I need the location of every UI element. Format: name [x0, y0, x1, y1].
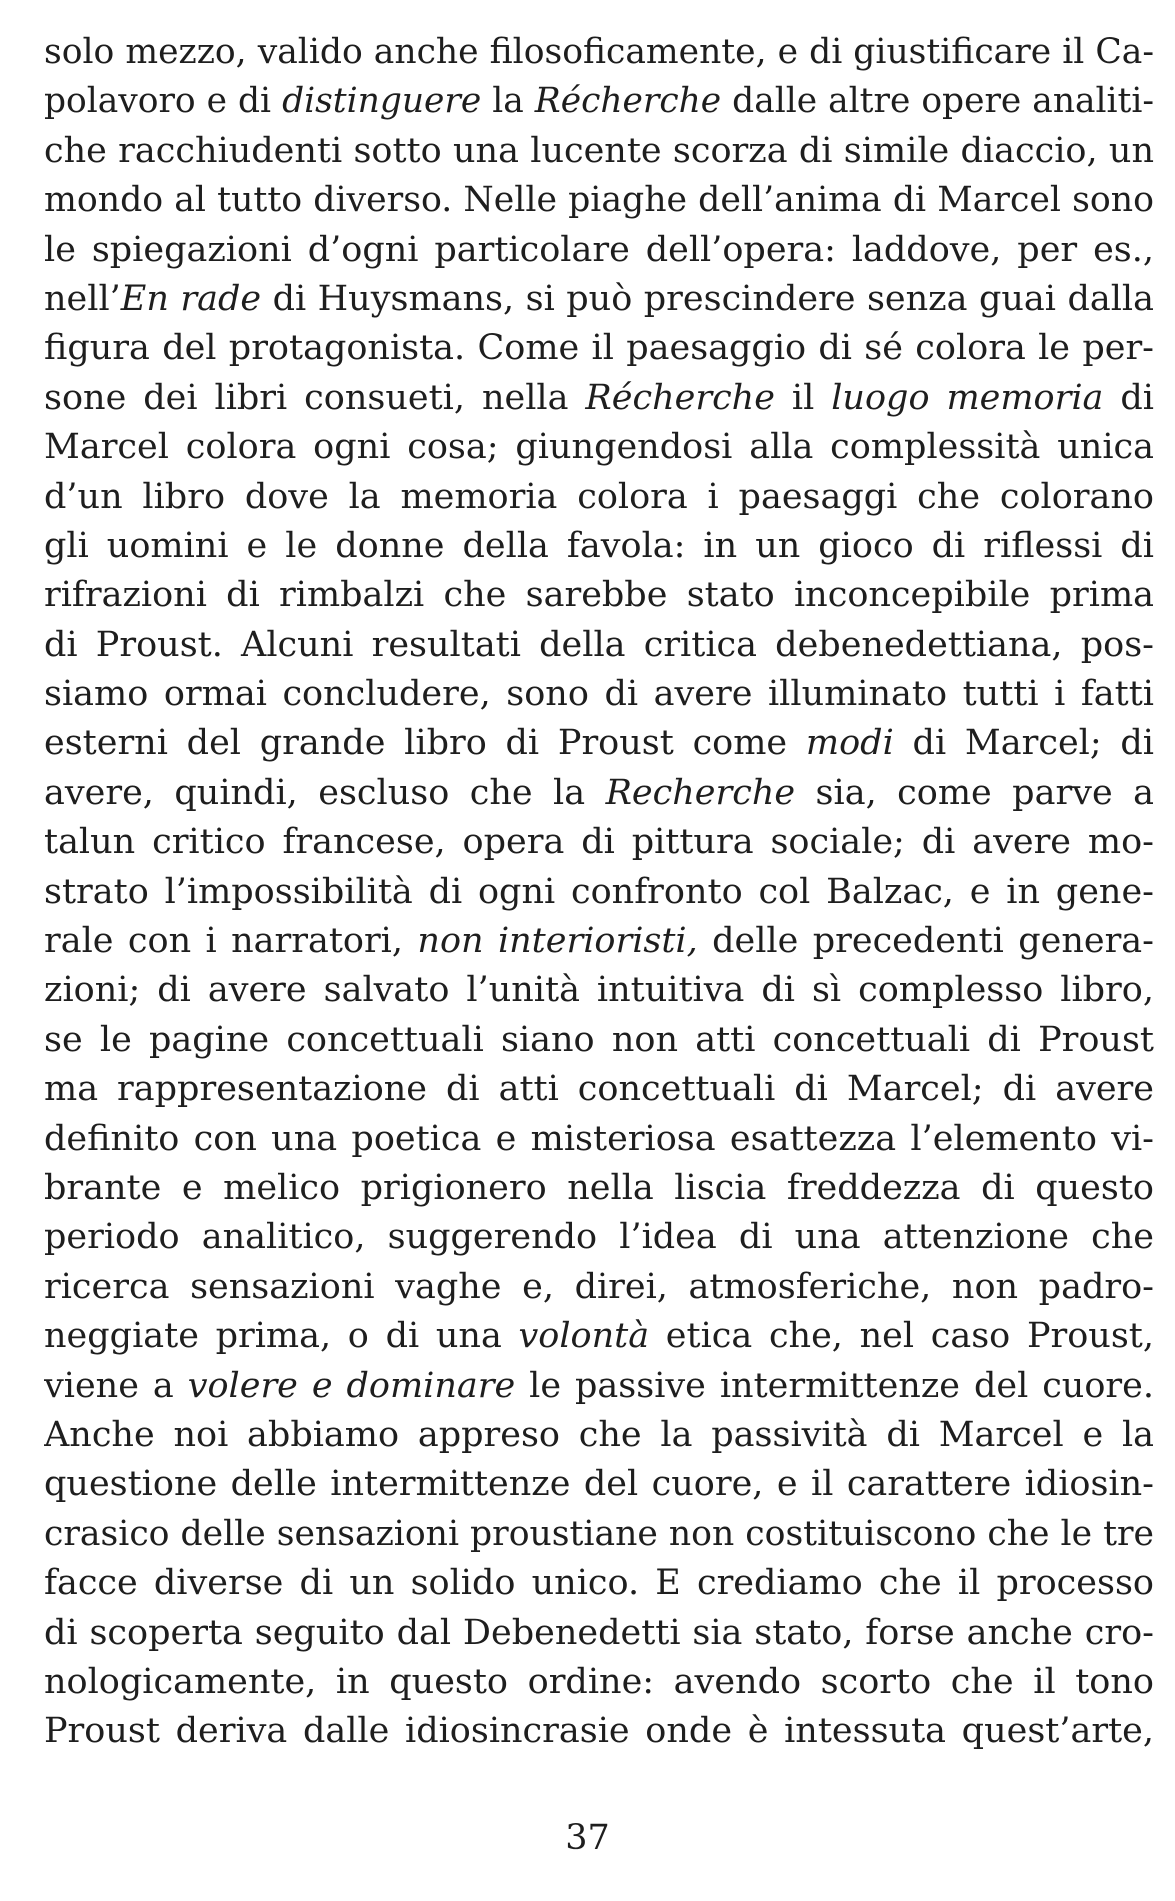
text-run: avere, quindi, escluso che la [44, 772, 606, 813]
body-text [44, 28, 1154, 1757]
text-line [44, 769, 1154, 818]
italic-text: Récherche [534, 81, 722, 122]
italic-text: volontà [518, 1316, 650, 1357]
text-run: le passive intermittenze del cuore. [515, 1365, 1154, 1406]
text-line [44, 324, 1154, 373]
page-number: 37 [565, 1818, 610, 1858]
text-run: mondo al tutto diverso. Nelle piaghe dell’anima di Marcel sono [44, 180, 1154, 221]
text-line [44, 127, 1154, 176]
text-line [44, 522, 1154, 571]
text-line [44, 1460, 1154, 1509]
text-run: il [774, 377, 832, 418]
text-run: rale con i narratori, [44, 921, 418, 962]
text-run: talun critico francese, opera di pittura sociale; di avere mo- [44, 822, 1154, 863]
text-run: solo mezzo, valido anche filosoficamente, e di giustificare il Ca- [44, 32, 1154, 72]
text-run: Anche noi abbiamo appreso che la passività di Marcel e la [44, 1414, 1154, 1455]
text-run: delle precedenti genera- [697, 921, 1154, 962]
text-run: definito con una poetica e misteriosa esattezza l’elemento vi- [44, 1118, 1154, 1159]
text-run: rifrazioni di rimbalzi che sarebbe stato inconcepibile prima [44, 575, 1154, 616]
text-run: sone dei libri consueti, nella [44, 377, 586, 418]
text-run: facce diverse di un solido unico. E crediamo che il processo [44, 1563, 1154, 1604]
text-run: se le pagine concettuali siano non atti concettuali di Proust [44, 1019, 1154, 1060]
text-run: figura del protagonista. Come il paesaggio di sé colora le per- [44, 328, 1154, 369]
text-line [44, 1016, 1154, 1065]
italic-text: modi [805, 723, 894, 764]
text-line [44, 1559, 1154, 1608]
text-run: esterni del grande libro di Proust come [44, 723, 806, 764]
text-line [44, 226, 1154, 275]
italic-text: luogo memoria [831, 377, 1104, 418]
text-line [44, 868, 1154, 917]
text-run: questione delle intermittenze del cuore, e il carattere idiosin- [44, 1464, 1154, 1505]
text-line [44, 1115, 1154, 1164]
text-run: di Marcel; di [893, 723, 1154, 764]
text-line [44, 473, 1154, 522]
text-run: sia, come parve a [795, 772, 1154, 813]
text-line [44, 77, 1154, 126]
text-line [44, 1312, 1154, 1361]
text-run: Proust deriva dalle idiosincrasie onde è intessuta quest’arte, [44, 1711, 1154, 1752]
text-line [44, 1411, 1154, 1460]
text-line [44, 423, 1154, 472]
italic-text: volere e dominare [187, 1365, 516, 1406]
text-run: neggiate prima, o di una [44, 1316, 519, 1357]
text-line [44, 917, 1154, 966]
italic-text: distinguere [282, 81, 482, 122]
text-run: che racchiudenti sotto una lucente scorza di simile diaccio, un [44, 130, 1154, 171]
text-line [44, 1707, 1154, 1756]
text-line [44, 571, 1154, 620]
text-line [44, 275, 1154, 324]
text-run: polavoro e di [44, 81, 283, 122]
text-line [44, 374, 1154, 423]
italic-text: En rade [120, 278, 262, 319]
text-run: ma rappresentazione di atti concettuali di Marcel; di avere [44, 1069, 1154, 1110]
text-run: nologicamente, in questo ordine: avendo scorto che il tono [44, 1661, 1154, 1702]
text-run: etica che, nel caso Proust, [649, 1316, 1154, 1357]
text-run: la [481, 81, 535, 122]
text-run: siamo ormai concludere, sono di avere illuminato tutti i fatti [44, 674, 1154, 715]
text-line [44, 1362, 1154, 1411]
text-run: viene a [44, 1365, 188, 1406]
italic-text: Recherche [605, 772, 796, 813]
text-run: di scoperta seguito dal Debenedetti sia stato, forse anche cro- [44, 1612, 1154, 1653]
italic-text: Récherche [585, 377, 775, 418]
text-run: gli uomini e le donne della favola: in un gioco di riflessi di [44, 525, 1154, 566]
text-run: zioni; di avere salvato l’unità intuitiva di sì complesso libro, [44, 970, 1154, 1011]
text-run: Marcel colora ogni cosa; giungendosi alla complessità unica [44, 427, 1154, 468]
text-run: nell’ [44, 278, 121, 319]
text-line [44, 1263, 1154, 1312]
text-run: brante e melico prigionero nella liscia freddezza di questo [44, 1167, 1154, 1208]
text-line [44, 1213, 1154, 1262]
text-line [44, 818, 1154, 867]
text-line [44, 28, 1154, 77]
text-run: d’un libro dove la memoria colora i paesaggi che colorano [44, 476, 1154, 517]
text-run: crasico delle sensazioni proustiane non costituiscono che le tre [44, 1513, 1154, 1554]
text-line [44, 670, 1154, 719]
text-run: di Proust. Alcuni resultati della critica debenedettiana, pos- [44, 624, 1154, 665]
text-run: ricerca sensazioni vaghe e, direi, atmosferiche, non padro- [44, 1266, 1154, 1307]
italic-text: non interioristi, [417, 921, 698, 962]
text-line [44, 1510, 1154, 1559]
text-line [44, 1065, 1154, 1114]
text-run: di Huysmans, si può prescindere senza guai dalla [261, 278, 1154, 319]
text-line [44, 1609, 1154, 1658]
text-line [44, 719, 1154, 768]
text-line [44, 966, 1154, 1015]
text-run: di [1103, 377, 1154, 418]
text-line [44, 176, 1154, 225]
text-run: le spiegazioni d’ogni particolare dell’opera: laddove, per es., [44, 229, 1154, 270]
text-line [44, 621, 1154, 670]
text-line [44, 1164, 1154, 1213]
text-run: periodo analitico, suggerendo l’idea di una attenzione che [44, 1217, 1154, 1258]
text-run: dalle altre opere analiti- [721, 81, 1154, 122]
text-line [44, 1658, 1154, 1707]
text-run: strato l’impossibilità di ogni confronto col Balzac, e in gene- [44, 871, 1154, 912]
